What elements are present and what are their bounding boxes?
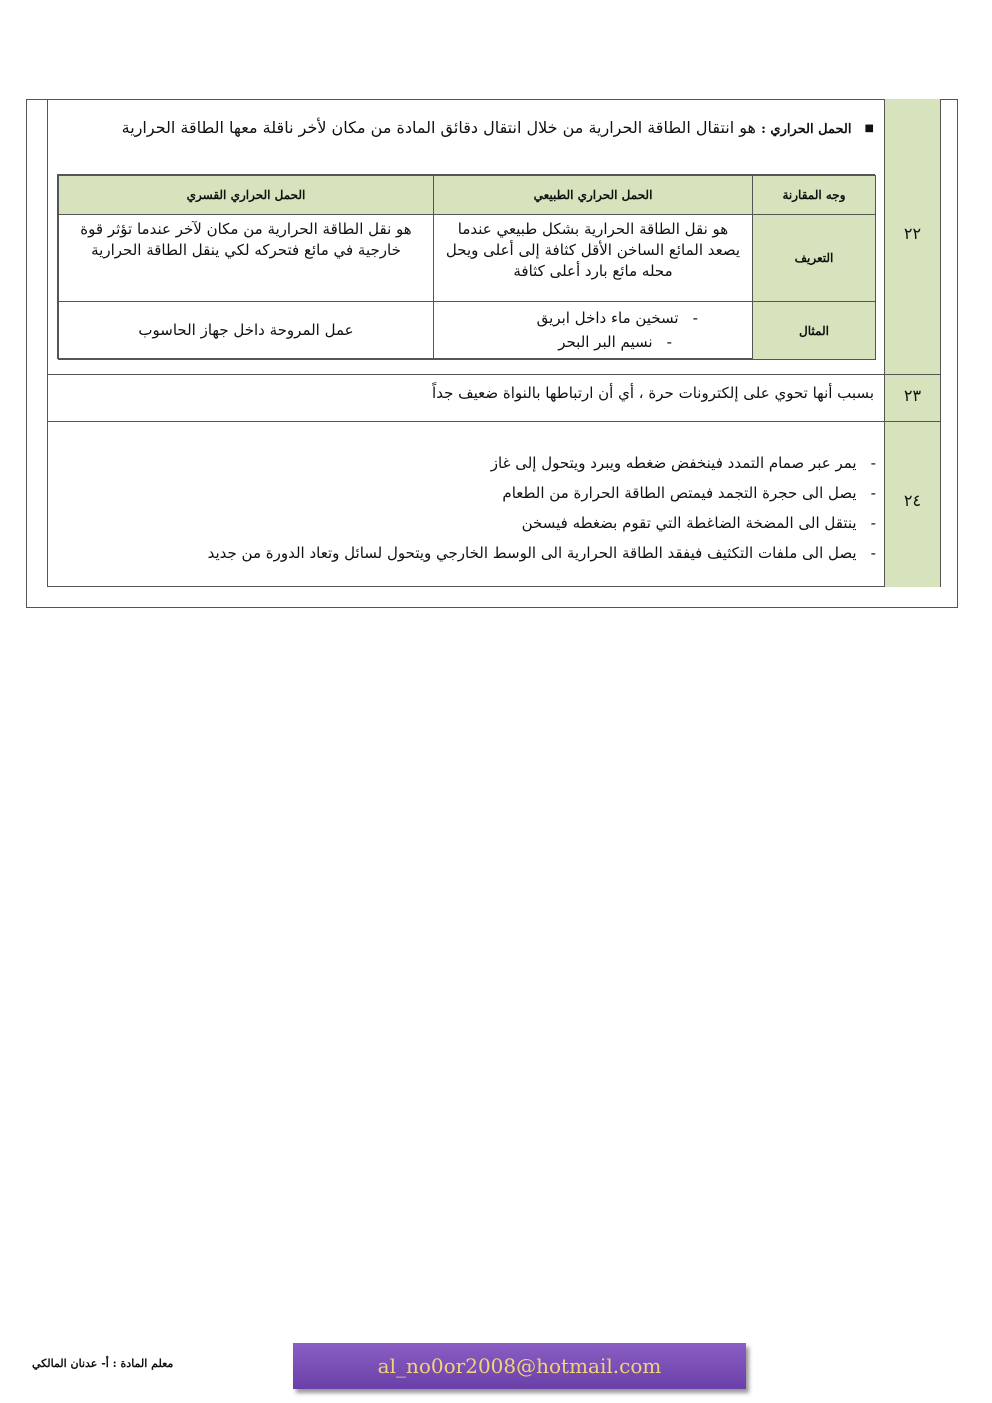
natural-definition-cell (433, 214, 753, 302)
email-banner (293, 1343, 746, 1389)
row-divider (47, 374, 941, 375)
forced-example: عمل المروحة داخل جهاز الحاسوب (138, 321, 354, 339)
number-column (884, 99, 941, 587)
definition-term: الحمل الحراري : (761, 122, 852, 137)
header-forced: الحمل الحراري القسري (58, 175, 434, 215)
refrigeration-cycle-list (116, 448, 876, 568)
row-number-23: ٢٣ (903, 386, 922, 405)
bullet-icon: ■ (864, 122, 874, 134)
teacher-name: معلم المادة : أ- عدنان المالكي (32, 1357, 174, 1370)
forced-example-cell (58, 301, 434, 360)
natural-examples-cell (433, 301, 753, 360)
list-item: -يصل الى حجرة التجمد فيمتص الطاقة الحرارة من الطعام (502, 484, 876, 502)
natural-example-item: -تسخين ماء داخل ابريق (536, 309, 698, 327)
convection-definition (54, 116, 874, 142)
label-definition: التعريف (752, 214, 876, 302)
email-address[interactable]: al_no0or2008@hotmail.com (377, 1354, 662, 1378)
header-aspect: وجه المقارنة (752, 175, 876, 215)
answer-23: بسبب أنها تحوي على إلكترونات حرة ، أي أن ارتباطها بالنواة ضعيف جداً (432, 384, 874, 402)
list-item: -يصل الى ملفات التكثيف فيفقد الطاقة الحرارية الى الوسط الخارجي ويتحول لسائل وتعاد الدورة من جديد (207, 544, 876, 562)
header-natural: الحمل الحراري الطبيعي (433, 175, 753, 215)
row-number-22: ٢٢ (903, 224, 922, 243)
natural-example-item: -نسيم البر البحر (558, 333, 672, 351)
natural-definition: هو نقل الطاقة الحرارية بشكل طبيعي عندما يصعد المائع الساخن الأقل كثافة إلى أعلى ويحل محله مائع بارد أعلى كثافة (445, 220, 741, 280)
comparison-table (57, 174, 875, 359)
forced-definition-cell (58, 214, 434, 302)
row-divider (47, 421, 941, 422)
forced-definition: هو نقل الطاقة الحرارية من مكان لآخر عندما تؤثر قوة خارجية في مائع فتحركه لكي ينقل الطاقة الحرارية (80, 220, 412, 259)
list-item: -ينتقل الى المضخة الضاغطة التي تقوم بضغطه فيسخن (521, 514, 876, 532)
row-number-24: ٢٤ (903, 491, 922, 510)
list-item: -يمر عبر صمام التمدد فينخفض ضغطه ويبرد ويتحول إلى غاز (490, 454, 876, 472)
definition-text: هو انتقال الطاقة الحرارية من خلال انتقال دقائق المادة من مكان لأخر ناقلة معها الطاقة الحرارية (121, 118, 756, 137)
label-example: المثال (752, 301, 876, 360)
